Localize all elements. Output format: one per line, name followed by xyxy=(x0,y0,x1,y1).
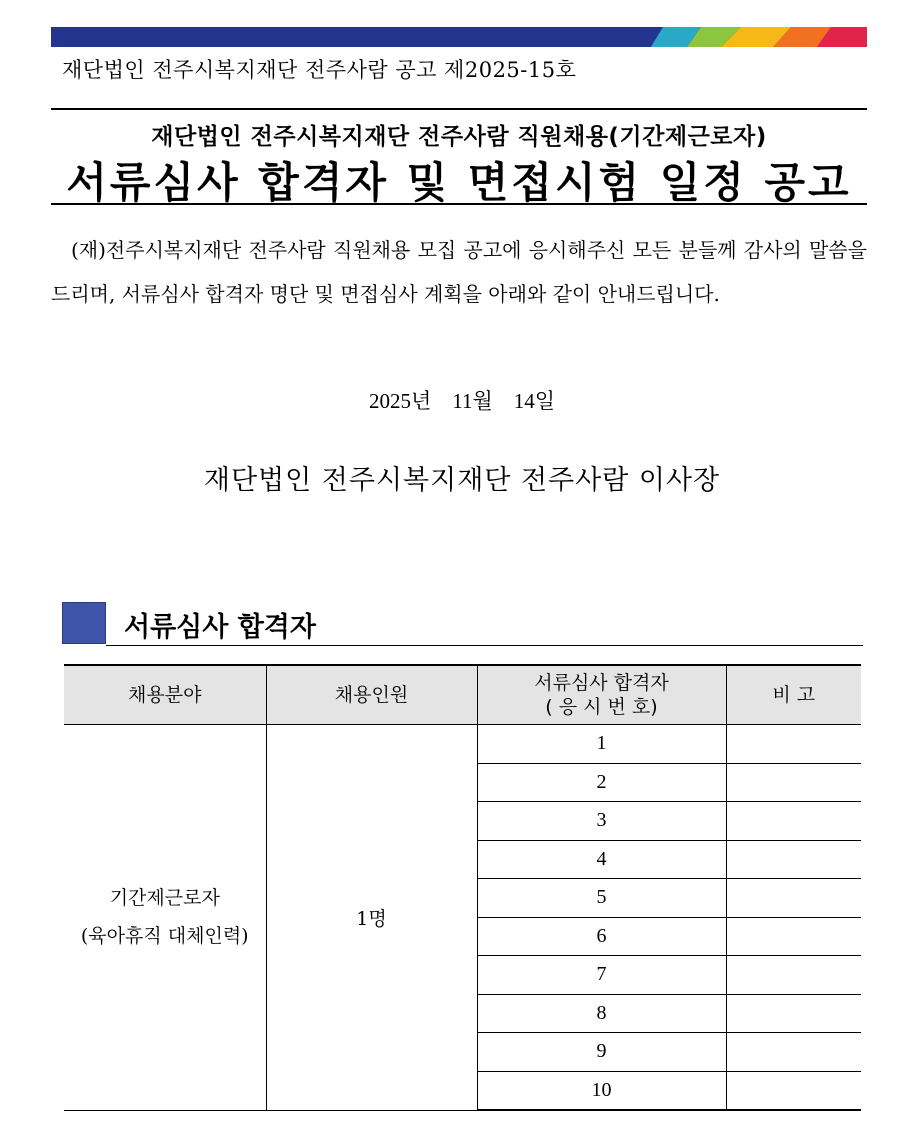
remarks-cell xyxy=(726,840,861,879)
applicant-number: 8 xyxy=(477,994,726,1033)
applicant-number: 5 xyxy=(477,879,726,918)
remarks-cell xyxy=(726,802,861,841)
remarks-cell xyxy=(726,917,861,956)
table-header-row xyxy=(64,665,861,725)
applicant-number: 7 xyxy=(477,956,726,995)
header-passers-line1: 서류심사 합격자 xyxy=(534,672,669,694)
applicant-number: 1 xyxy=(477,725,726,764)
notice-title: 서류심사 합격자 및 면접시험 일정 공고 xyxy=(66,158,852,207)
notice-number: 재단법인 전주시복지재단 전주사람 공고 제2025-15호 xyxy=(62,58,577,82)
applicant-number: 2 xyxy=(477,763,726,802)
remarks-cell xyxy=(726,763,861,802)
field-cell xyxy=(64,725,266,1111)
count-cell: 1명 xyxy=(266,725,477,1111)
passers-table xyxy=(64,664,861,1111)
issuer-name: 재단법인 전주시복지재단 전주사람 이사장 xyxy=(203,465,721,496)
remarks-cell xyxy=(726,725,861,764)
notice-date: 2025년 11월 14일 xyxy=(368,389,556,413)
applicant-number: 6 xyxy=(477,917,726,956)
header-field: 채용분야 xyxy=(64,665,266,725)
applicant-number: 4 xyxy=(477,840,726,879)
applicant-number: 9 xyxy=(477,1033,726,1072)
title-bottom-rule xyxy=(51,203,867,205)
section-underline xyxy=(106,645,863,646)
header-remarks: 비 고 xyxy=(726,665,861,725)
applicant-number: 10 xyxy=(477,1071,726,1110)
notice-subtitle: 재단법인 전주시복지재단 전주사람 직원채용(기간제근로자) xyxy=(151,124,767,150)
table-row xyxy=(64,725,861,764)
section-title: 서류심사 합격자 xyxy=(124,612,316,643)
remarks-cell xyxy=(726,1071,861,1110)
header-passers xyxy=(477,665,726,725)
title-top-rule xyxy=(51,108,867,110)
remarks-cell xyxy=(726,956,861,995)
intro-paragraph: (재)전주시복지재단 전주사람 직원채용 모집 공고에 응시해주신 모든 분들께 감사의 말씀을 드리며, 서류심사 합격자 명단 및 면접심사 계획을 아래와 같이 안내드립니다. xyxy=(51,238,867,306)
field-note: (육아휴직 대체인력) xyxy=(80,925,249,948)
section-marker-box xyxy=(62,602,106,644)
header-color-bar xyxy=(51,27,867,47)
header-count: 채용인원 xyxy=(266,665,477,725)
field-name: 기간제근로자 xyxy=(109,887,220,910)
remarks-cell xyxy=(726,879,861,918)
applicant-number: 3 xyxy=(477,802,726,841)
header-passers-line2: ( 응 시 번 호) xyxy=(545,696,658,718)
remarks-cell xyxy=(726,1033,861,1072)
remarks-cell xyxy=(726,994,861,1033)
